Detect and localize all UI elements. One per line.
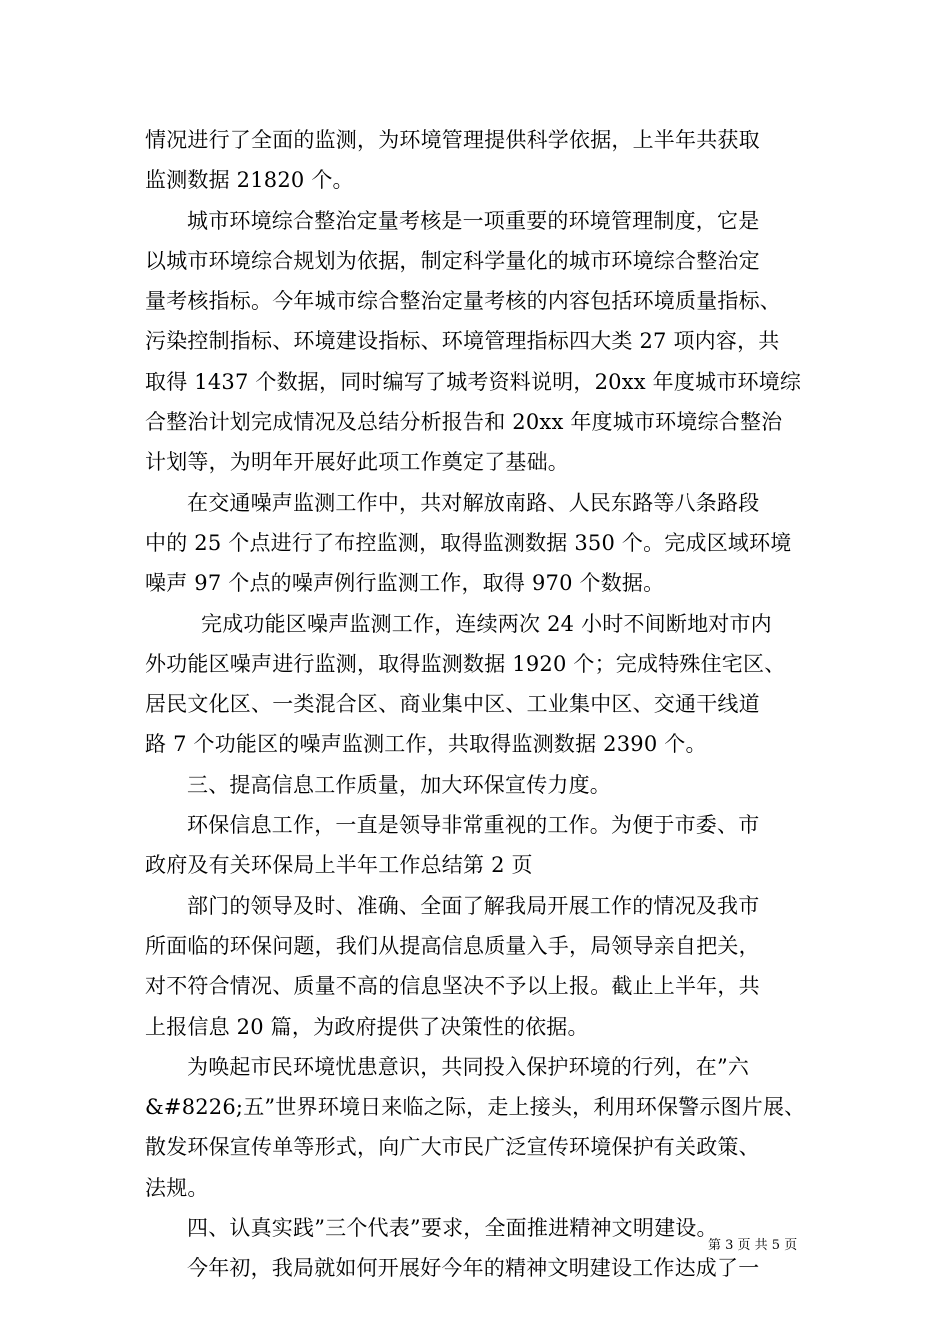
paragraph-start: 环保信息工作，一直是领导非常重视的工作。为便于市委、市 [187, 813, 760, 838]
paragraph-start: 部门的领导及时、准确、全面了解我局开展工作的情况及我市 [187, 893, 760, 918]
text-line: 噪声 97 个点的噪声例行监测工作，取得 970 个数据。 [145, 571, 665, 596]
document-body [145, 120, 820, 1289]
text-line: 情况进行了全面的监测，为环境管理提供科学依据，上半年共获取 [145, 128, 760, 152]
text-line: 对不符合情况、质量不高的信息坚决不予以上报。截止上半年，共 [145, 974, 760, 999]
page-number: 第 3 页 共 5 页 [708, 1238, 798, 1253]
text-line: 外功能区噪声进行监测，取得监测数据 1920 个；完成特殊住宅区、 [145, 651, 786, 676]
section-heading: 四、认真实践”三个代表”要求，全面推进精神文明建设。 [187, 1216, 718, 1241]
text-line: &#8226;五”世界环境日来临之际，走上接头，利用环保警示图片展、 [145, 1095, 806, 1120]
text-line: 政府及有关环保局上半年工作总结第 2 页 [145, 853, 533, 878]
paragraph-start: 今年初，我局就如何开展好今年的精神文明建设工作达成了一 [187, 1256, 760, 1281]
text-line: 上报信息 20 篇，为政府提供了决策性的依据。 [145, 1014, 589, 1039]
paragraph-start: 完成功能区噪声监测工作，连续两次 24 小时不间断地对市内 [201, 611, 772, 636]
text-line: 污染控制指标、环境建设指标、环境管理指标四大类 27 项内容，共 [145, 329, 780, 354]
text-line: 法规。 [145, 1175, 209, 1200]
section-heading: 三、提高信息工作质量，加大环保宣传力度。 [187, 772, 611, 797]
text-line: 散发环保宣传单等形式，向广大市民广泛宣传环境保护有关政策、 [145, 1135, 760, 1160]
text-line: 计划等，为明年开展好此项工作奠定了基础。 [145, 450, 569, 475]
paragraph-start: 在交通噪声监测工作中，共对解放南路、人民东路等八条路段 [187, 490, 760, 515]
text-line: 取得 1437 个数据，同时编写了城考资料说明，20xx 年度城市环境综 [145, 369, 802, 394]
text-line: 所面临的环保问题，我们从提高信息质量入手，局领导亲自把关， [145, 933, 760, 958]
text-line: 量考核指标。今年城市综合整治定量考核的内容包括环境质量指标、 [145, 289, 781, 314]
text-line: 合整治计划完成情况及总结分析报告和 20xx 年度城市环境综合整治 [145, 410, 783, 435]
text-line: 监测数据 21820 个。 [145, 168, 354, 193]
text-line: 以城市环境综合规划为依据，制定科学量化的城市环境综合整治定 [145, 248, 760, 273]
text-line: 路 7 个功能区的噪声监测工作，共取得监测数据 2390 个。 [145, 732, 707, 757]
paragraph-start: 为唤起市民环境忧患意识，共同投入保护环境的行列，在”六 [187, 1054, 750, 1079]
text-line: 居民文化区、一类混合区、商业集中区、工业集中区、交通干线道 [145, 692, 760, 717]
paragraph-start: 城市环境综合整治定量考核是一项重要的环境管理制度，它是 [187, 208, 760, 233]
text-line: 中的 25 个点进行了布控监测，取得监测数据 350 个。完成区域环境 [145, 530, 792, 555]
